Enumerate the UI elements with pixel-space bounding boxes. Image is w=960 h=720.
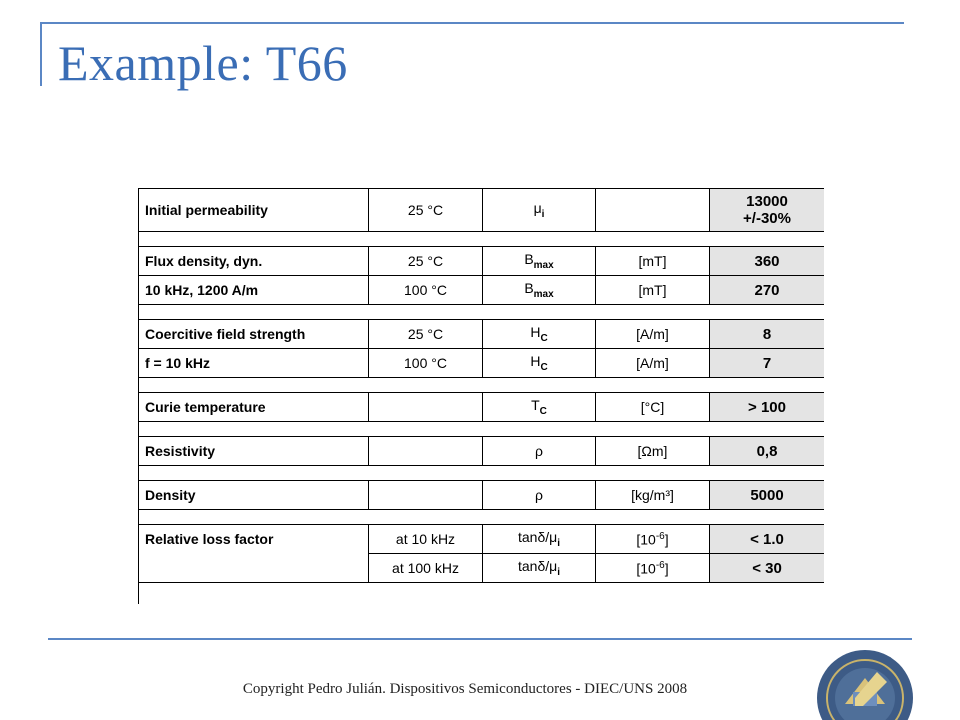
unit-prefix: [10 [636, 531, 656, 548]
param-cell: Curie temperature [139, 393, 369, 422]
table-row-coercitive-25 [139, 320, 825, 349]
table-spacer [139, 510, 825, 525]
table-row-curie-temperature [139, 393, 825, 422]
symbol-cell: ρ [483, 481, 596, 510]
symbol-text: T [531, 397, 540, 414]
condition-cell: at 100 kHz [369, 554, 483, 583]
unit-exponent: -6 [655, 559, 665, 571]
param-cell: Density [139, 481, 369, 510]
table-spacer [139, 232, 825, 247]
symbol-subscript: C [539, 405, 547, 417]
symbol-text: B [524, 280, 534, 297]
condition-cell [369, 393, 483, 422]
table-row-resistivity [139, 437, 825, 466]
value-cell: 0,8 [710, 437, 825, 466]
symbol-text: H [530, 353, 541, 370]
symbol-cell [483, 525, 596, 554]
material-properties-table [138, 188, 824, 604]
table-row-loss-factor-10khz [139, 525, 825, 554]
table-row-loss-factor-100khz [139, 554, 825, 583]
condition-cell: 100 °C [369, 276, 483, 305]
value-cell: < 30 [710, 554, 825, 583]
unit-suffix: ] [664, 531, 669, 548]
value-cell: 5000 [710, 481, 825, 510]
symbol-cell [483, 393, 596, 422]
symbol-subscript: i [541, 208, 545, 220]
condition-cell [369, 437, 483, 466]
table-row-density [139, 481, 825, 510]
param-cell: Relative loss factor [139, 525, 369, 554]
value-cell: 8 [710, 320, 825, 349]
value-cell: < 1.0 [710, 525, 825, 554]
symbol-text: tanδ/μ [518, 529, 558, 546]
table-spacer [139, 305, 825, 320]
symbol-text: tanδ/μ [518, 558, 558, 575]
unit-cell: [mT] [596, 276, 710, 305]
condition-cell: 25 °C [369, 247, 483, 276]
unit-cell: [mT] [596, 247, 710, 276]
material-properties-table-wrap [138, 188, 824, 604]
value-cell: 360 [710, 247, 825, 276]
symbol-cell [483, 276, 596, 305]
unit-prefix: [10 [636, 560, 656, 577]
value-cell: > 100 [710, 393, 825, 422]
unit-cell [596, 189, 710, 232]
value-line-1: 13000 [746, 193, 788, 210]
unit-exponent: -6 [655, 530, 665, 542]
symbol-subscript: i [557, 537, 560, 549]
param-cell: Coercitive field strength [139, 320, 369, 349]
param-cell [139, 554, 369, 583]
symbol-text: H [530, 324, 541, 341]
symbol-subscript: C [540, 361, 548, 373]
param-cell: Flux density, dyn. [139, 247, 369, 276]
condition-cell [369, 481, 483, 510]
unit-cell: [Ωm] [596, 437, 710, 466]
footer-copyright: Copyright Pedro Julián. Dispositivos Semiconductores - DIEC/UNS 2008 [242, 681, 688, 697]
value-cell: 270 [710, 276, 825, 305]
table-row-coercitive-100 [139, 349, 825, 378]
unit-cell: [kg/m³] [596, 481, 710, 510]
unit-cell: [°C] [596, 393, 710, 422]
symbol-subscript: max [533, 259, 554, 271]
condition-cell: 100 °C [369, 349, 483, 378]
value-cell [710, 189, 825, 232]
table-spacer [139, 583, 825, 605]
symbol-subscript: i [557, 566, 560, 578]
condition-cell: 25 °C [369, 320, 483, 349]
unit-cell: [A/m] [596, 320, 710, 349]
param-cell: Initial permeability [139, 189, 369, 232]
symbol-cell [483, 349, 596, 378]
param-cell: f = 10 kHz [139, 349, 369, 378]
value-line-2: +/-30% [743, 210, 791, 227]
title-frame-vertical [40, 22, 42, 86]
unit-cell [596, 554, 710, 583]
table-row-flux-density-25 [139, 247, 825, 276]
table-row-flux-density-100 [139, 276, 825, 305]
footer-rule [48, 638, 912, 640]
symbol-cell [483, 554, 596, 583]
table-row-initial-permeability [139, 189, 825, 232]
value-cell: 7 [710, 349, 825, 378]
table-spacer [139, 422, 825, 437]
condition-cell: at 10 kHz [369, 525, 483, 554]
table-spacer [139, 378, 825, 393]
title-frame-horizontal [40, 22, 904, 24]
symbol-cell: ρ [483, 437, 596, 466]
slide-title: Example: T66 [58, 35, 348, 91]
symbol-cell [483, 189, 596, 232]
param-cell: 10 kHz, 1200 A/m [139, 276, 369, 305]
param-cell: Resistivity [139, 437, 369, 466]
unit-suffix: ] [664, 560, 669, 577]
symbol-text: μ [533, 200, 542, 217]
unit-cell [596, 525, 710, 554]
unit-cell: [A/m] [596, 349, 710, 378]
symbol-cell [483, 247, 596, 276]
symbol-cell [483, 320, 596, 349]
university-seal-icon [815, 648, 915, 720]
symbol-subscript: C [540, 332, 548, 344]
symbol-text: B [524, 251, 534, 268]
symbol-subscript: max [533, 288, 554, 300]
table-spacer [139, 466, 825, 481]
condition-cell: 25 °C [369, 189, 483, 232]
